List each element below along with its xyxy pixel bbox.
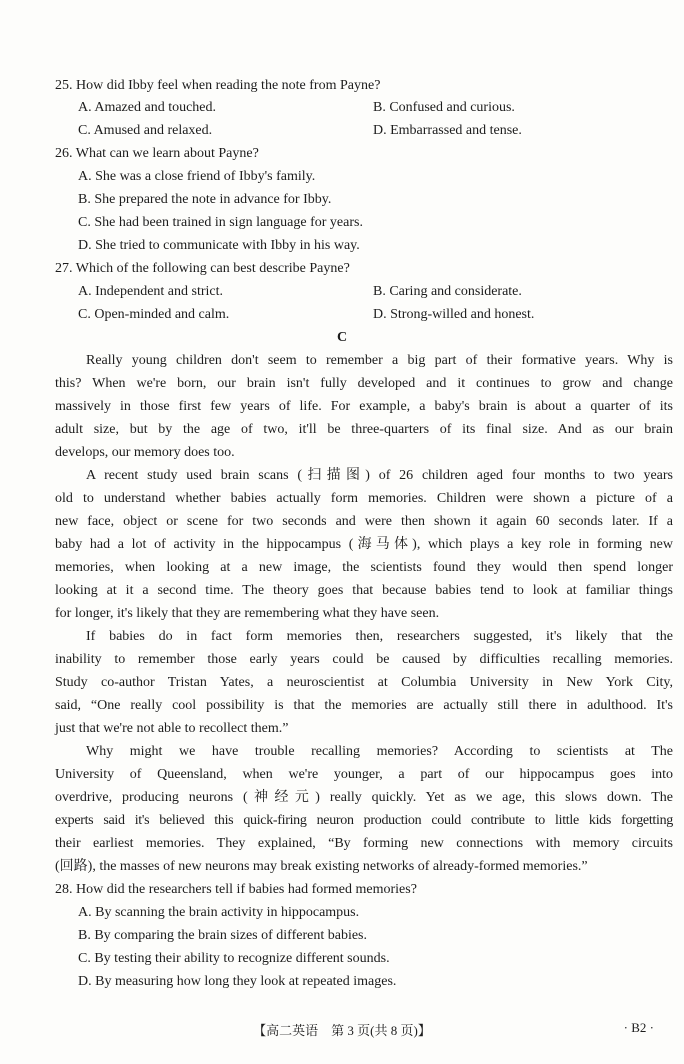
passage-line: just that we're not able to recollect them.” <box>55 721 289 736</box>
passage-line: If babies do in fact form memories then, researchers suggested, it's likely that the <box>86 629 673 644</box>
passage-line: this? When we're born, our brain isn't fully developed and it continues to grow and change <box>55 376 673 391</box>
question-26-option-b: B. She prepared the note in advance for Ibby. <box>78 192 332 207</box>
question-25-option-b: B. Confused and curious. <box>373 100 515 115</box>
passage-line: said, “One really cool possibility is that the memories are actually still there in adulthood. It's <box>55 698 673 713</box>
question-25-option-c: C. Amused and relaxed. <box>78 123 213 138</box>
page-footer: 【高二英语 第 3 页(共 8 页)】 <box>253 1023 431 1038</box>
question-28-option-c: C. By testing their ability to recognize different sounds. <box>78 951 390 966</box>
question-25-stem: 25. How did Ibby feel when reading the note from Payne? <box>55 78 381 93</box>
passage-line: their earliest memories. They explained, “By forming new connections with memory circuits <box>55 836 673 851</box>
passage-line: (回路), the masses of new neurons may break existing networks of already-formed memories.” <box>55 859 588 874</box>
passage-line: A recent study used brain scans (扫描图) of 26 children aged four months to two years <box>86 468 673 483</box>
question-28-option-b: B. By comparing the brain sizes of different babies. <box>78 928 367 943</box>
question-27-option-d: D. Strong-willed and honest. <box>373 307 535 322</box>
passage-line: inability to remember those early years could be caused by difficulties recalling memories. <box>55 652 673 667</box>
question-27-option-a: A. Independent and strict. <box>78 284 224 299</box>
question-25-option-d: D. Embarrassed and tense. <box>373 123 522 138</box>
passage-line: adult size, but by the age of two, it'll be three-quarters of its final size. And as our brain <box>55 422 673 437</box>
passage-line: baby had a lot of activity in the hippocampus (海马体), which plays a key role in forming new <box>55 537 673 552</box>
passage-line: experts said it's believed this quick-firing neuron production could contribute to little kids forgetting <box>55 813 673 828</box>
passage-line: looking at it a second time. The theory goes that because babies tend to look at familiar things <box>55 583 673 598</box>
passage-line: overdrive, producing neurons (神经元) really quickly. Yet as we age, this slows down. The <box>55 790 673 805</box>
question-26-option-c: C. She had been trained in sign language for years. <box>78 215 363 230</box>
page-code: · B2 · <box>623 1020 654 1035</box>
question-28-stem: 28. How did the researchers tell if babies had formed memories? <box>55 882 417 897</box>
question-27-option-b: B. Caring and considerate. <box>373 284 522 299</box>
question-25-option-a: A. Amazed and touched. <box>78 100 217 115</box>
passage-line: old to understand whether babies actually form memories. Children were shown a picture of a <box>55 491 673 506</box>
question-26-option-d: D. She tried to communicate with Ibby in his way. <box>78 238 360 253</box>
question-28-option-a: A. By scanning the brain activity in hippocampus. <box>78 905 360 920</box>
passage-line: Why might we have trouble recalling memories? According to scientists at The <box>86 744 673 759</box>
passage-line: develops, our memory does too. <box>55 445 235 460</box>
passage-line: Really young children don't seem to remember a big part of their formative years. Why is <box>86 353 673 368</box>
passage-line: massively in those first few years of life. For example, a baby's brain is about a quarter of its <box>55 399 673 414</box>
passage-line: new face, object or scene for two seconds and were then shown it again 60 seconds later. If a <box>55 514 673 529</box>
passage-line: memories, when looking at a new image, the scientists found they would then spend longer <box>55 560 673 575</box>
question-26-option-a: A. She was a close friend of Ibby's family. <box>78 169 316 184</box>
passage-line: University of Queensland, when we're younger, a part of our hippocampus goes into <box>55 767 673 782</box>
question-27-stem: 27. Which of the following can best describe Payne? <box>55 261 350 276</box>
passage-line: for longer, it's likely that they are remembering what they have seen. <box>55 606 440 621</box>
passage-line: Study co-author Tristan Yates, a neuroscientist at Columbia University in New York City, <box>55 675 673 690</box>
section-label: C <box>336 330 348 345</box>
question-26-stem: 26. What can we learn about Payne? <box>55 146 259 161</box>
question-28-option-d: D. By measuring how long they look at repeated images. <box>78 974 397 989</box>
question-27-option-c: C. Open-minded and calm. <box>78 307 230 322</box>
